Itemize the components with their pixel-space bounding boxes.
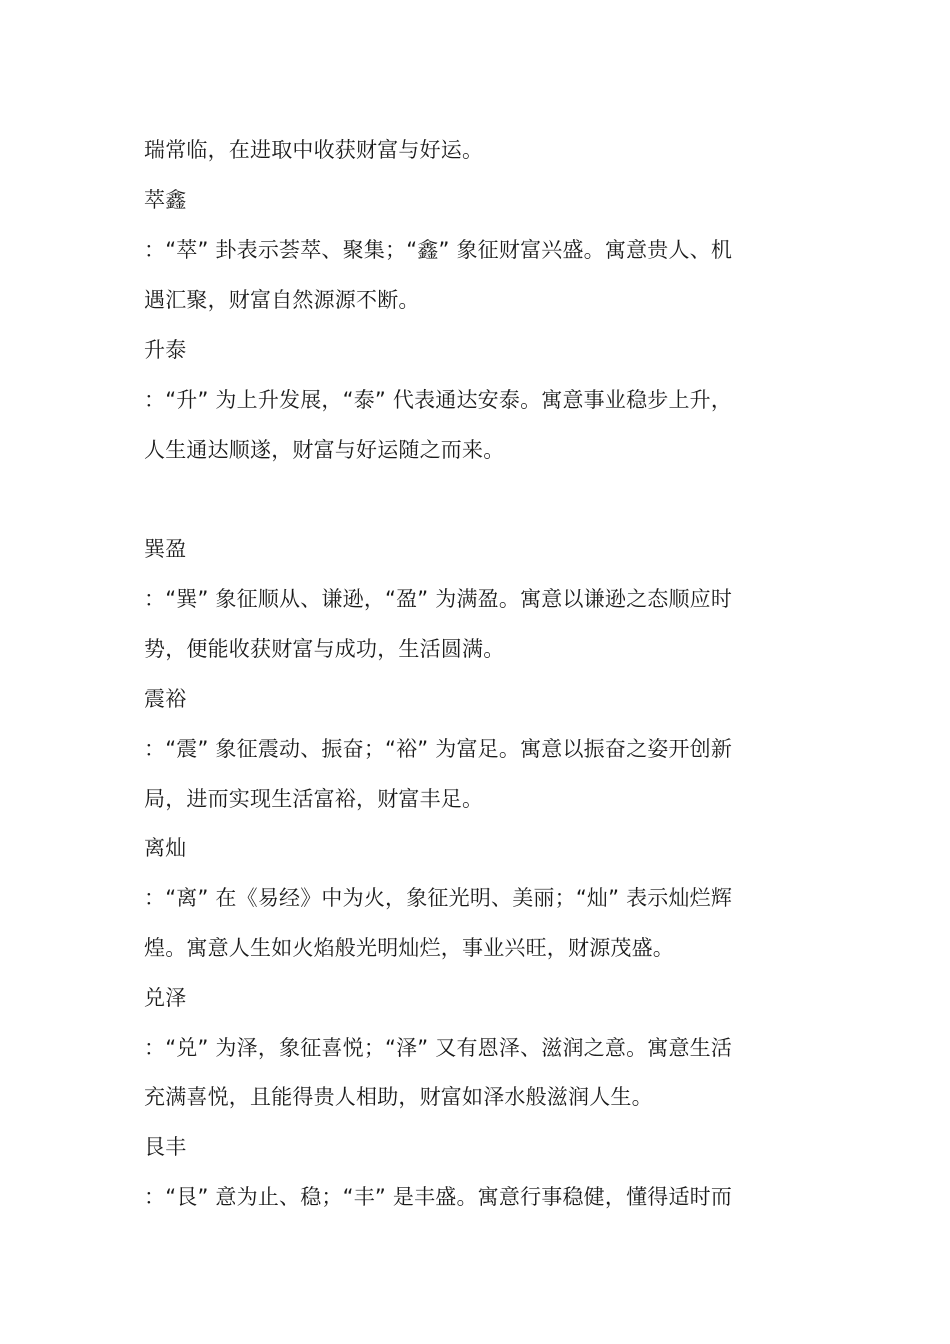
section-heading: 震裕 (144, 687, 187, 711)
text-line: ：“离” 在《易经》中为火，象征光明、美丽；“灿” 表示灿烂辉 (144, 886, 733, 910)
text-line: 瑞常临，在进取中收获财富与好运。 (144, 138, 484, 162)
text-line: ：“艮” 意为止、稳；“丰” 是丰盛。寓意行事稳健，懂得适时而 (144, 1185, 733, 1209)
text-line: ：“升” 为上升发展，“泰” 代表通达安泰。寓意事业稳步上升， (144, 388, 733, 412)
text-line: 人生通达顺遂，财富与好运随之而来。 (144, 438, 505, 462)
text-line: ：“兑” 为泽，象征喜悦；“泽” 又有恩泽、滋润之意。寓意生活 (144, 1036, 733, 1060)
text-line: 煌。寓意人生如火焰般光明灿烂，事业兴旺，财源茂盛。 (144, 936, 674, 960)
section-heading: 离灿 (144, 836, 187, 860)
text-line: 势，便能收获财富与成功，生活圆满。 (144, 637, 505, 661)
section-heading: 升泰 (144, 338, 187, 362)
text-line: ：“震” 象征震动、振奋；“裕” 为富足。寓意以振奋之姿开创新 (144, 737, 733, 761)
text-line: 遇汇聚，财富自然源源不断。 (144, 288, 420, 312)
text-line: ：“巽” 象征顺从、谦逊，“盈” 为满盈。寓意以谦逊之态顺应时 (144, 587, 733, 611)
text-line: 充满喜悦，且能得贵人相助，财富如泽水般滋润人生。 (144, 1085, 653, 1109)
text-line: 局，进而实现生活富裕，财富丰足。 (144, 787, 484, 811)
section-heading: 萃鑫 (144, 188, 187, 212)
section-heading: 兑泽 (144, 986, 187, 1010)
text-line: ：“萃” 卦表示荟萃、聚集；“鑫” 象征财富兴盛。寓意贵人、机 (144, 238, 733, 262)
section-heading: 巽盈 (144, 537, 187, 561)
section-heading: 艮丰 (144, 1135, 187, 1159)
